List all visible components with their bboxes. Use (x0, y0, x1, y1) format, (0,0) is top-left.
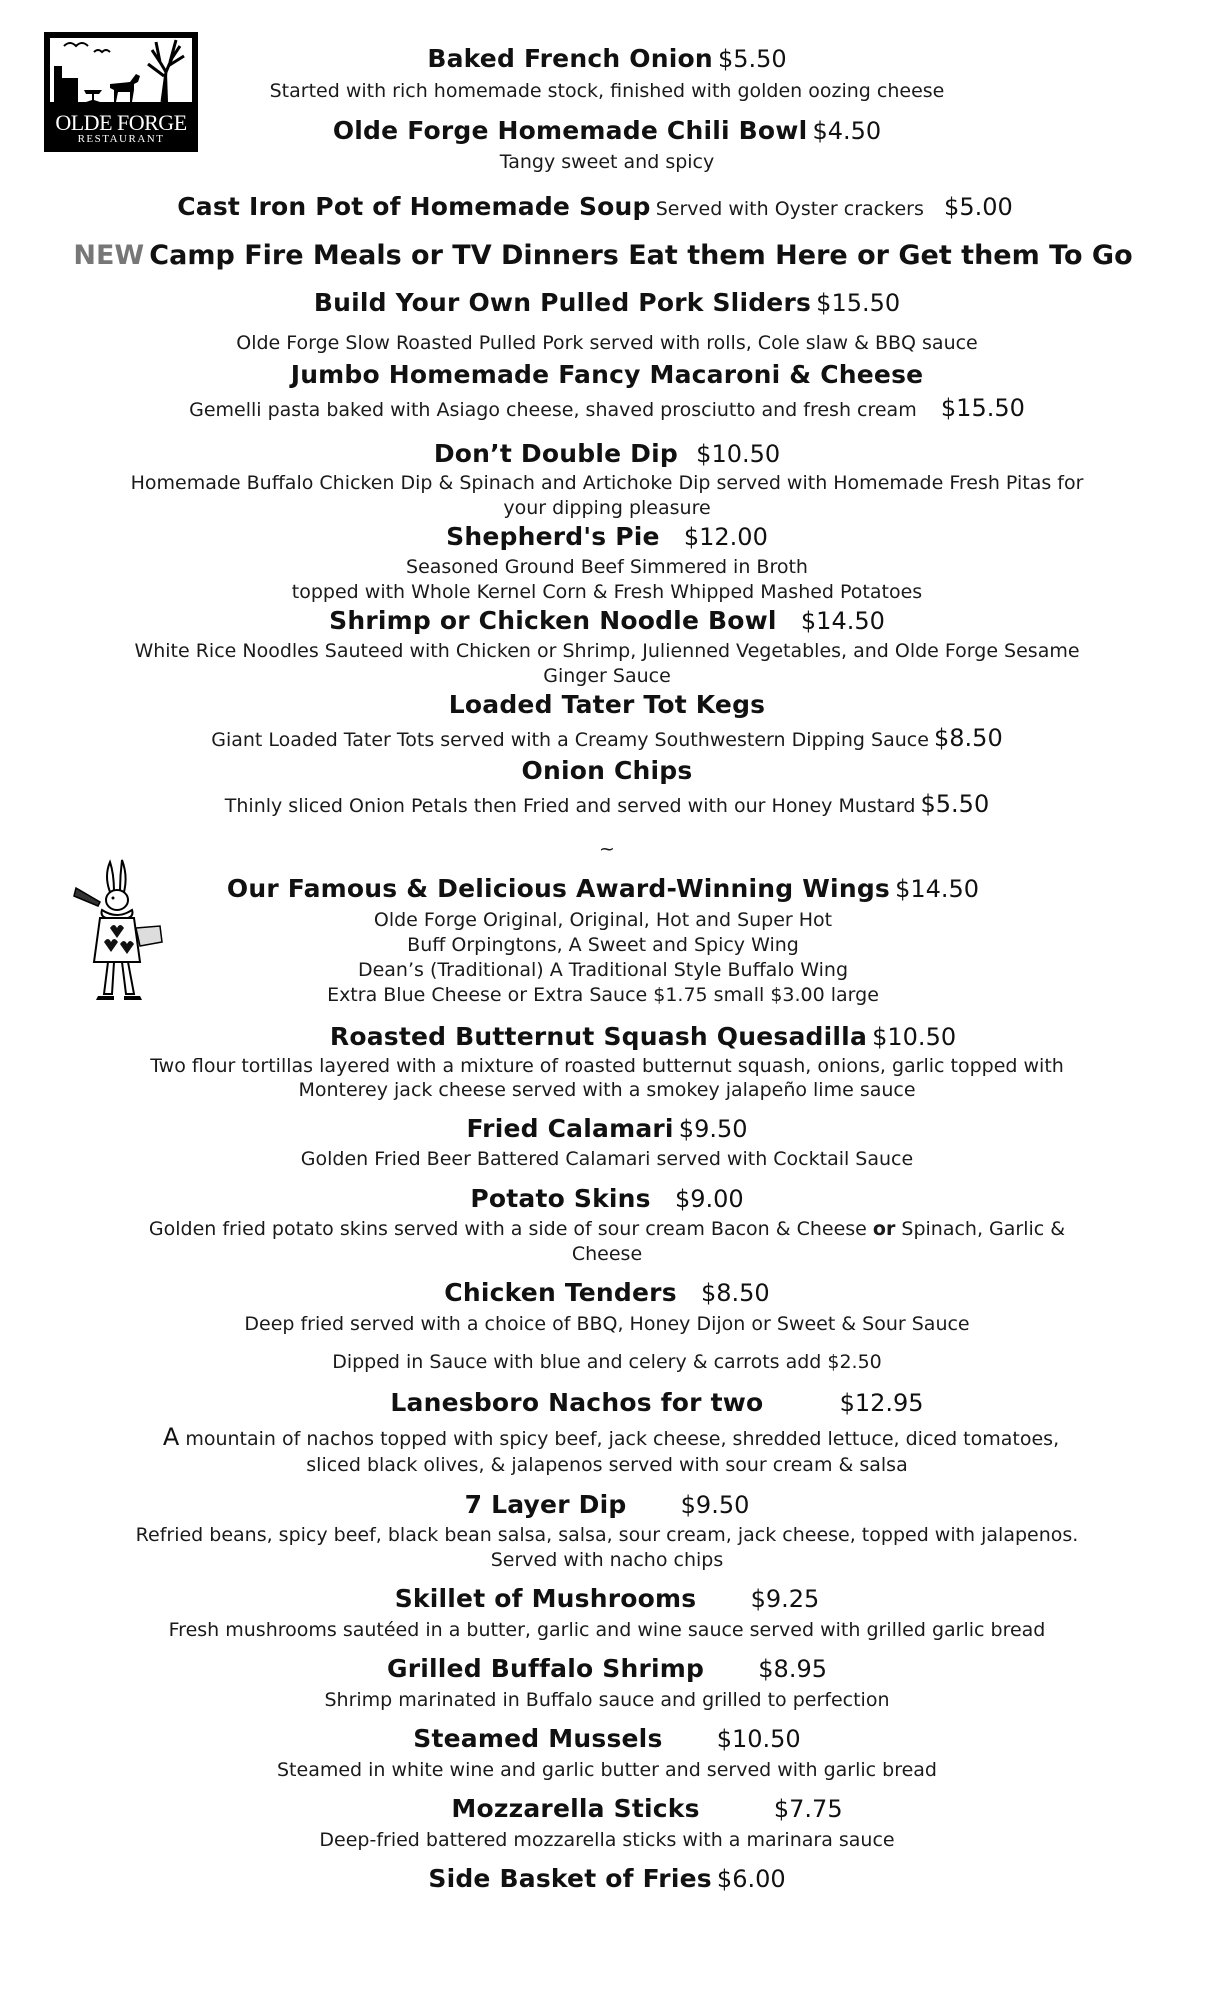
item-price: $6.00 (716, 1865, 786, 1893)
section-divider: ~ (599, 838, 615, 860)
item-description-cont: Dean’s (Traditional) A Traditional Style Buffalo Wing (357, 959, 849, 981)
item-price: $10.50 (872, 1023, 957, 1051)
item-description: Deep-fried battered mozzarella sticks with a marinara sauce (319, 1829, 895, 1851)
item-price: $10.50 (696, 440, 781, 468)
menu-item-calamari (0, 1114, 1214, 1143)
item-price: $12.00 (683, 523, 768, 551)
banner-text: Camp Fire Meals or TV Dinners Eat them Here or Get them To Go (149, 240, 1133, 271)
item-description-part: mountain of nachos topped with spicy beef, jack cheese, shredded lettuce, diced tomatoes, (179, 1428, 1060, 1450)
item-name: Don’t Double Dip (433, 439, 678, 468)
item-name: Cast Iron Pot of Homemade Soup (177, 192, 651, 221)
item-price: $8.50 (700, 1279, 770, 1307)
item-description-cont: Monterey jack cheese served with a smokey jalapeño lime sauce (298, 1079, 916, 1101)
item-description: Served with Oyster crackers (655, 198, 924, 220)
item-description-cont: Cheese (571, 1243, 643, 1265)
item-description: White Rice Noodles Sauteed with Chicken or Shrimp, Julienned Vegetables, and Olde Forge Sesame (134, 640, 1080, 662)
item-price: $14.50 (895, 875, 980, 903)
menu-item-chili (0, 116, 1214, 145)
menu-item-tater-tots (0, 690, 1214, 719)
menu-item-nachos (50, 1388, 1214, 1417)
item-name: Steamed Mussels (413, 1724, 663, 1753)
menu-item-wings (0, 874, 1210, 903)
menu-item-7-layer-dip (0, 1490, 1214, 1519)
item-price: $5.50 (717, 45, 787, 73)
menu-item-french-onion (0, 44, 1214, 73)
item-name: Build Your Own Pulled Pork Sliders (313, 288, 812, 317)
item-description: Shrimp marinated in Buffalo sauce and grilled to perfection (324, 1689, 890, 1711)
menu-item-mushrooms (0, 1584, 1214, 1613)
new-banner (0, 240, 1210, 271)
menu-item-sliders (0, 288, 1214, 317)
item-price: $4.50 (812, 117, 882, 145)
item-description (4, 1423, 1214, 1451)
item-name: Chicken Tenders (444, 1278, 677, 1307)
item-description: Two flour tortillas layered with a mixture of roasted butternut squash, onions, garlic topped with (150, 1055, 1064, 1077)
menu-item-shepherds-pie (0, 522, 1214, 551)
menu-item-potato-skins (0, 1184, 1214, 1213)
item-description-or: or (872, 1218, 896, 1240)
item-description-cont: your dipping pleasure (503, 497, 711, 519)
menu-item-mussels (0, 1724, 1214, 1753)
item-description: Refried beans, spicy beef, black bean salsa, salsa, sour cream, jack cheese, topped with jalapenos. (135, 1524, 1079, 1546)
menu-item-mac-desc-row (0, 394, 1214, 422)
item-description-part: Spinach, Garlic & (895, 1218, 1066, 1240)
item-description: Tangy sweet and spicy (499, 151, 715, 173)
item-description: Homemade Buffalo Chicken Dip & Spinach and Artichoke Dip served with Homemade Fresh Pitas for (130, 472, 1084, 494)
item-description-cont: Extra Blue Cheese or Extra Sauce $1.75 small $3.00 large (327, 984, 879, 1006)
item-description: Olde Forge Slow Roasted Pulled Pork served with rolls, Cole slaw & BBQ sauce (236, 332, 978, 354)
item-price: $5.50 (920, 790, 990, 818)
item-price: $9.25 (750, 1585, 820, 1613)
item-price: $15.50 (940, 394, 1025, 422)
menu-item-noodle-bowl (0, 606, 1214, 635)
menu-item-quesadilla (36, 1022, 1214, 1051)
item-price: $12.95 (839, 1389, 924, 1417)
item-name: Jumbo Homemade Fancy Macaroni & Cheese (290, 360, 924, 389)
item-description-initial: A (162, 1423, 180, 1451)
item-description-cont: topped with Whole Kernel Corn & Fresh Whipped Mashed Potatoes (291, 581, 923, 603)
item-price: $5.00 (944, 193, 1013, 221)
item-price: $10.50 (716, 1725, 801, 1753)
menu-item-chicken-tenders (0, 1278, 1214, 1307)
item-name: Potato Skins (470, 1184, 651, 1213)
menu-item-soup (0, 192, 1202, 221)
item-name: Baked French Onion (427, 44, 713, 73)
item-description: Olde Forge Original, Original, Hot and Super Hot (373, 909, 833, 931)
item-description-cont: Ginger Sauce (543, 665, 671, 687)
item-name: Roasted Butternut Squash Quesadilla (329, 1022, 868, 1051)
menu-item-mozzarella-sticks (40, 1794, 1214, 1823)
new-label: NEW (73, 240, 145, 271)
item-description: Fresh mushrooms sautéed in a butter, garlic and wine sauce served with grilled garlic bread (168, 1619, 1046, 1641)
item-name: Shepherd's Pie (446, 522, 660, 551)
item-description-cont: Buff Orpingtons, A Sweet and Spicy Wing (407, 934, 799, 956)
item-price: $9.50 (680, 1491, 750, 1519)
item-name: Olde Forge Homemade Chili Bowl (332, 116, 808, 145)
item-name: Onion Chips (521, 756, 693, 785)
menu-item-double-dip (0, 439, 1214, 468)
item-name: Loaded Tater Tot Kegs (448, 690, 766, 719)
item-price: $9.50 (678, 1115, 748, 1143)
menu-item-chips-desc-row (0, 790, 1214, 818)
item-description-cont: sliced black olives, & jalapenos served with sour cream & salsa (306, 1454, 908, 1476)
item-description (0, 1218, 1214, 1240)
item-description: Giant Loaded Tater Tots served with a Creamy Southwestern Dipping Sauce (211, 729, 929, 751)
menu-item-tots-desc-row (0, 724, 1214, 752)
logo-title: OLDE FORGE (55, 110, 187, 135)
menu-item-mac-cheese (0, 360, 1214, 389)
item-description-cont: Served with nacho chips (490, 1549, 724, 1571)
item-price: $7.75 (773, 1795, 843, 1823)
item-name: Fried Calamari (466, 1114, 674, 1143)
item-price: $15.50 (816, 289, 901, 317)
item-name: Side Basket of Fries (428, 1864, 712, 1893)
item-name: Our Famous & Delicious Award-Winning Wings (226, 874, 890, 903)
item-description: Golden Fried Beer Battered Calamari served with Cocktail Sauce (300, 1148, 914, 1170)
item-description: Seasoned Ground Beef Simmered in Broth (406, 556, 808, 578)
item-description: Deep fried served with a choice of BBQ, Honey Dijon or Sweet & Sour Sauce (244, 1313, 970, 1335)
item-name: Shrimp or Chicken Noodle Bowl (329, 606, 777, 635)
menu-item-buffalo-shrimp (0, 1654, 1214, 1683)
item-description: Gemelli pasta baked with Asiago cheese, shaved prosciutto and fresh cream (189, 399, 917, 421)
item-description-cont: Dipped in Sauce with blue and celery & carrots add $2.50 (332, 1351, 882, 1373)
item-name: Lanesboro Nachos for two (390, 1388, 764, 1417)
item-name: Grilled Buffalo Shrimp (387, 1654, 705, 1683)
item-price: $8.50 (934, 724, 1003, 752)
menu-item-fries (0, 1864, 1214, 1893)
item-description-part: Golden fried potato skins served with a side of sour cream Bacon & Cheese (148, 1218, 873, 1240)
item-description: Steamed in white wine and garlic butter and served with garlic bread (277, 1759, 937, 1781)
item-description: Thinly sliced Onion Petals then Fried and served with our Honey Mustard (224, 795, 916, 817)
item-price: $9.00 (674, 1185, 744, 1213)
item-name: Skillet of Mushrooms (394, 1584, 697, 1613)
item-price: $8.95 (758, 1655, 827, 1683)
item-name: Mozzarella Sticks (451, 1794, 700, 1823)
item-name: 7 Layer Dip (464, 1490, 627, 1519)
logo-subtitle: RESTAURANT (77, 133, 165, 145)
item-price: $14.50 (800, 607, 885, 635)
item-description: Started with rich homemade stock, finished with golden oozing cheese (269, 80, 945, 102)
menu-item-onion-chips (0, 756, 1214, 785)
